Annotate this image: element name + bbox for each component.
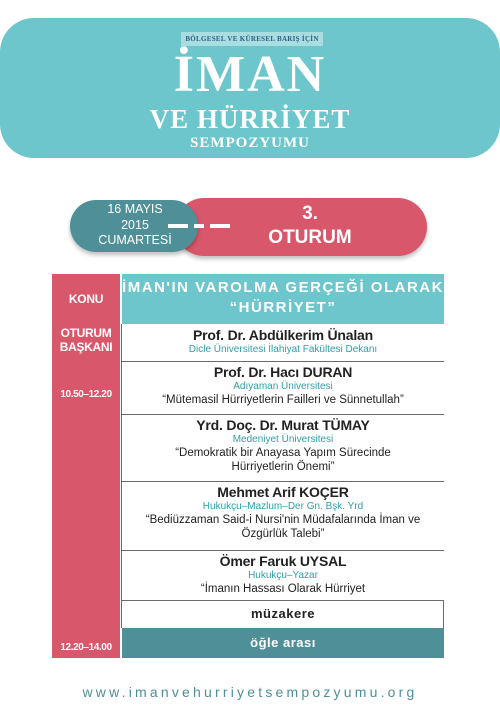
speaker-topic: “Bediüzzaman Said-i Nursi'nin Müdafalarında İman ve Özgürlük Talebi” [145, 514, 421, 540]
chair-row [122, 324, 444, 362]
chair-label-line1: OTURUM [60, 326, 112, 340]
session-time: 10.50–12.20 [60, 389, 112, 400]
date-year: 2015 [121, 217, 149, 232]
lunch-break-row: öğle arası [122, 628, 444, 658]
speaker-name: Ömer Faruk UYSAL [219, 553, 347, 569]
chair-label-line2: BAŞKANI [59, 340, 113, 354]
speaker-name: Yrd. Doç. Dr. Murat TÜMAY [196, 417, 370, 433]
speaker-institution: Hukukçu–Yazar [248, 570, 318, 581]
header-tagline: BÖLGESEL VE KÜRESEL BARIŞ İÇİN [181, 32, 323, 46]
topic-title-line1: İMAN'IN VAROLMA GERÇEĞİ OLARAK [122, 279, 444, 296]
date-day: 16 MAYIS [107, 202, 163, 216]
speaker-name: Mehmet Arif KOÇER [217, 484, 349, 500]
pill-connector [168, 224, 230, 232]
speaker-row [122, 362, 444, 415]
speaker-institution: Medeniyet Üniversitesi [232, 434, 334, 445]
topic-title-line2: “HÜRRİYET” [229, 299, 337, 316]
speaker-institution: Dicle Üniversitesi İlahiyat Fakültesi Dekanı [188, 344, 378, 355]
speaker-institution: Hukukçu–Mazlum–Der Gn. Bşk. Yrd [202, 501, 364, 512]
header-title: İMAN [173, 46, 327, 103]
lunch-time: 12.20–14.00 [60, 642, 112, 653]
header-subtitle: VE HÜRRİYET [149, 104, 351, 134]
discussion-row: müzakere [251, 606, 315, 621]
speaker-topic: “Mütemasil Hürriyetlerin Failleri ve Sünnetullah” [162, 394, 404, 406]
speaker-row [122, 482, 444, 551]
speaker-name: Prof. Dr. Abdülkerim Ünalan [192, 327, 373, 343]
speaker-institution: Adıyaman Üniversitesi [233, 381, 333, 392]
session-number: 3. [302, 203, 318, 224]
session-label [240, 202, 380, 250]
speaker-row [122, 551, 444, 601]
speaker-name: Prof. Dr. Hacı DURAN [213, 364, 353, 380]
speaker-topic: “İmanın Hassası Olarak Hürriyet [200, 583, 366, 595]
header-subtitle-2: SEMPOZYUMU [190, 135, 310, 151]
date-weekday: CUMARTESİ [98, 233, 172, 247]
topic-title [122, 278, 444, 318]
session-word: OTURUM [268, 227, 352, 248]
speaker-topic: “Demokratik bir Anayasa Yapım Sürecinde Hürriyetlerin Önemi” [175, 447, 391, 473]
website-url[interactable]: www.imanvehurriyetsempozyumu.org [82, 684, 418, 700]
speaker-row [122, 415, 444, 482]
topic-label: KONU [68, 292, 104, 306]
